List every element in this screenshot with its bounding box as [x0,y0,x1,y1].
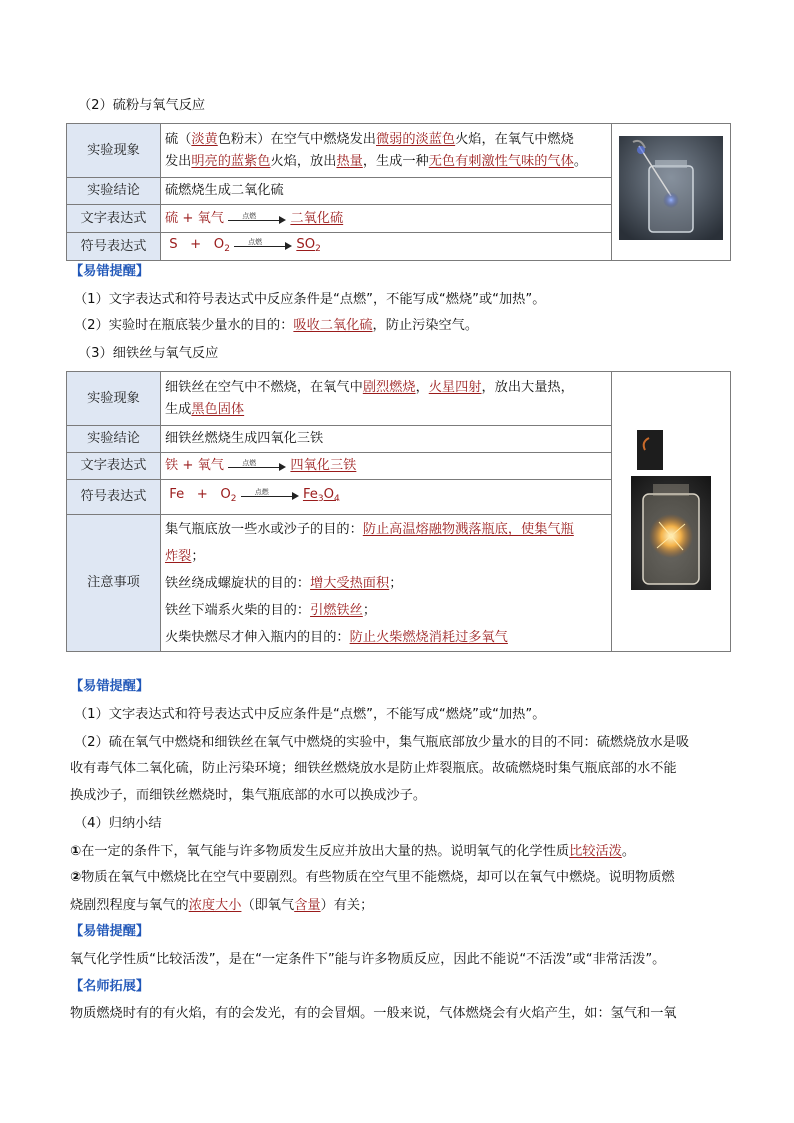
iron-photo-cell [612,372,731,652]
sulfur-label-phenomenon: 实验现象 [67,124,161,178]
summary-point1: ①在一定的条件下，氧气能与许多物质发生反应并放出大量的热。说明氧气的化学性质比较活泼。 [70,844,636,859]
iron-symbol-equation: Fe + $O_2$ 点燃 $Fe_3O_4$ [161,480,612,515]
iron-label-word-eq: 文字表达式 [67,453,161,480]
tips3-title: 【易错提醒】 [70,924,150,939]
tips1-title: 【易错提醒】 [70,264,150,279]
iron-notes: 集气瓶底放一些水或沙子的目的：防止高温熔融物溅落瓶底，使集气瓶 炸裂； 铁丝绕成螺旋状的目的：增大受热面积； 铁丝下端系火柴的目的：引燃铁丝； 火柴快燃尽才伸入瓶内的目的：防止火柴燃烧消耗过多氧气 [161,515,612,652]
tips2-line4: 换成沙子，而细铁丝燃烧时，集气瓶底部的水可以换成沙子。 [70,788,427,803]
tips2-line2: （2）硫在氧气中燃烧和细铁丝在氧气中燃烧的实验中，集气瓶底部放少量水的目的不同：硫燃烧放水是吸 [74,735,690,750]
iron-combustion-photo [619,418,723,598]
sulfur-word-equation: 硫 + 氧气 点燃 二氧化硫 [161,205,612,233]
sulfur-label-symbol-eq: 符号表达式 [67,233,161,261]
sulfur-photo-cell [612,124,731,261]
tips2-title: 【易错提醒】 [70,679,150,694]
iron-heading: （3）细铁丝与氧气反应 [78,346,219,361]
sulfur-table [66,123,731,261]
sulfur-label-word-eq: 文字表达式 [67,205,161,233]
sulfur-label-conclusion: 实验结论 [67,178,161,205]
iron-label-symbol-eq: 符号表达式 [67,480,161,515]
iron-label-phenomenon: 实验现象 [67,372,161,426]
teacher-title: 【名师拓展】 [70,979,150,994]
iron-label-conclusion: 实验结论 [67,426,161,453]
tips2-line1: （1）文字表达式和符号表达式中反应条件是“点燃”，不能写成“燃烧”或“加热”。 [74,707,546,722]
sulfur-symbol-equation: S + $O_2$ 点燃 $SO_2$ [161,233,612,261]
iron-phenomenon: 细铁丝在空气中不燃烧，在氧气中剧烈燃烧，火星四射，放出大量热， 生成黑色固体 [161,372,612,426]
reaction-arrow-icon: 点燃 [241,487,299,501]
teacher-line1: 物质燃烧时有的有火焰，有的会发光，有的会冒烟。一般来说，气体燃烧会有火焰产生，如：氢气和一氧 [70,1006,677,1021]
iron-label-notes: 注意事项 [67,515,161,652]
summary-point2: ②物质在氧气中燃烧比在空气中要剧烈。有些物质在空气里不能燃烧，却可以在氧气中燃烧。说明物质燃 [70,870,675,885]
reaction-arrow-icon: 点燃 [228,211,286,225]
reaction-arrow-icon: 点燃 [228,458,286,472]
reaction-arrow-icon: 点燃 [234,237,292,251]
iron-conclusion: 细铁丝燃烧生成四氧化三铁 [161,426,612,453]
tips2-line3: 收有毒气体二氧化硫，防止污染环境；细铁丝燃烧放水是防止炸裂瓶底。故硫燃烧时集气瓶底部的水不能 [70,761,677,776]
summary-heading: （4）归纳小结 [74,816,162,831]
tips1-line2: （2）实验时在瓶底装少量水的目的：吸收二氧化硫，防止污染空气。 [74,318,479,333]
iron-word-equation: 铁 + 氧气 点燃 四氧化三铁 [161,453,612,480]
iron-table [66,371,731,652]
sulfur-heading: （2）硫粉与氧气反应 [78,98,206,113]
summary-point2-cont: 烧剧烈程度与氧气的浓度大小（即氧气含量）有关； [70,898,374,913]
tips1-line1: （1）文字表达式和符号表达式中反应条件是“点燃”，不能写成“燃烧”或“加热”。 [74,292,546,307]
sulfur-conclusion: 硫燃烧生成二氧化硫 [161,178,612,205]
sulfur-phenomenon: 硫（淡黄色粉末）在空气中燃烧发出微弱的淡蓝色火焰，在氧气中燃烧 发出明亮的蓝紫色火焰，放出热量，生成一种无色有刺激性气味的气体。 [161,124,612,178]
tips3-line1: 氧气化学性质“比较活泼”，是在“一定条件下”能与许多物质反应，因此不能说“不活泼”或“非常活泼”。 [70,952,666,967]
sulfur-combustion-photo [619,136,723,240]
